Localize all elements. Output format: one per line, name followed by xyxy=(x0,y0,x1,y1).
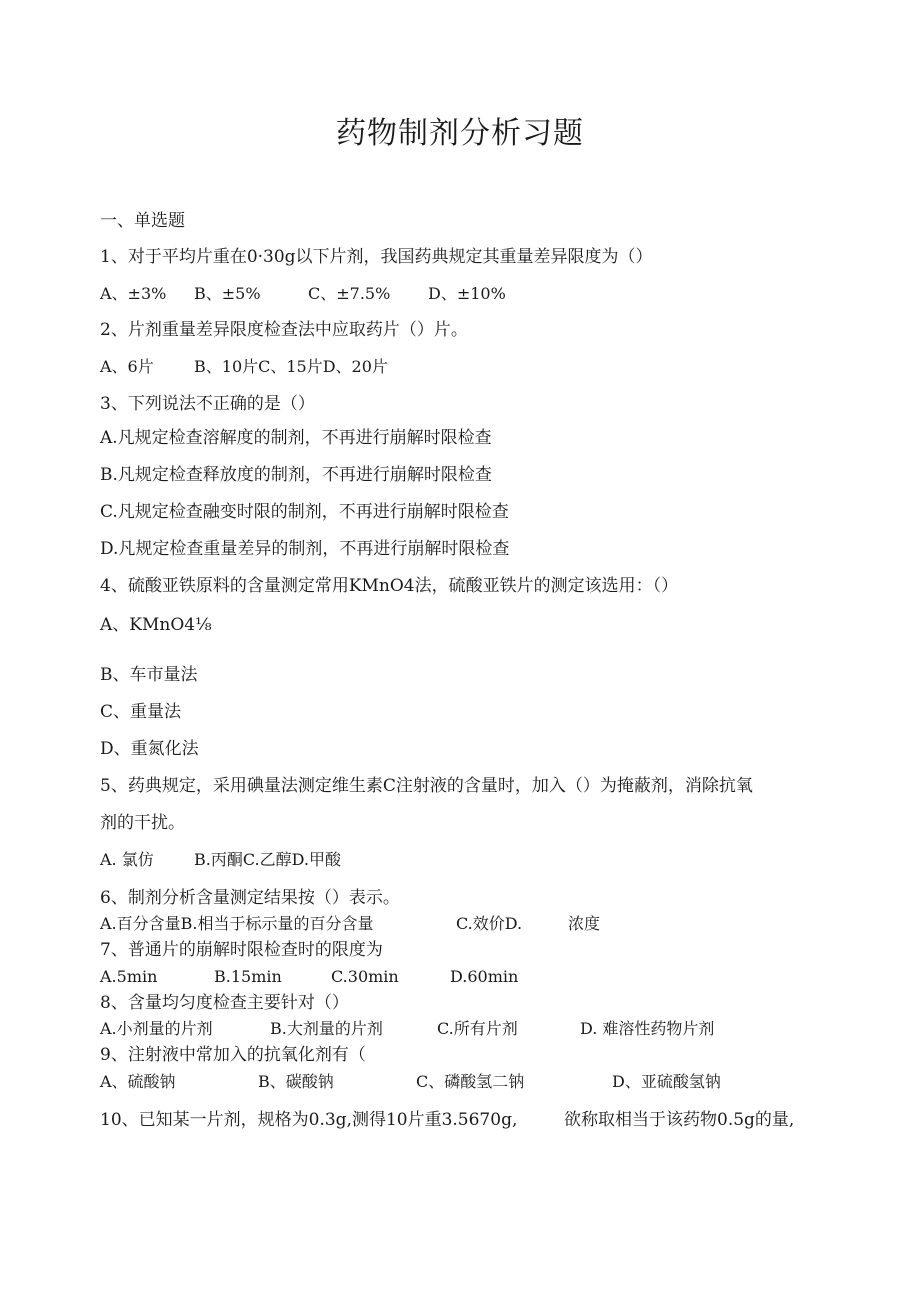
question-3-option-c: C.凡规定检查融变时限的制剂，不再进行崩解时限检查 xyxy=(100,502,509,522)
question-10-stem-part-b: 欲称取相当于该药物0.5g的量, xyxy=(564,1110,795,1130)
question-7-stem: 7、普通片的崩解时限检查时的限度为 xyxy=(100,940,383,960)
question-5-stem-line-2: 剂的干扰。 xyxy=(100,813,185,833)
question-1-option-c: C、±7.5% xyxy=(308,284,391,303)
question-6-option-d-text: 浓度 xyxy=(568,914,601,933)
question-8-option-a: A.小剂量的片剂 xyxy=(100,1019,213,1038)
question-4-option-a: A、KMnO4⅛ xyxy=(100,615,212,635)
question-4-option-c: C、重量法 xyxy=(100,702,182,722)
question-3-stem: 3、下列说法不正确的是（） xyxy=(100,394,315,414)
question-4-option-b: B、车市量法 xyxy=(100,665,198,685)
question-7-option-c: C.30min xyxy=(331,967,399,986)
question-9-option-a: A、硫酸钠 xyxy=(100,1072,176,1091)
question-1-option-d: D、±10% xyxy=(428,284,506,303)
question-7-option-d: D.60min xyxy=(450,967,519,986)
question-5-stem-line-1: 5、药典规定，采用碘量法测定维生素C注射液的含量时，加入（）为掩蔽剂，消除抗氧 xyxy=(100,776,753,796)
document-title: 药物制剂分析习题 xyxy=(336,116,584,151)
question-1-option-a: A、±3% xyxy=(100,284,167,303)
section-heading: 一、单选题 xyxy=(100,211,185,231)
question-10-stem-part-a: 10、已知某一片剂，规格为0.3g,测得10片重3.5670g, xyxy=(100,1110,518,1130)
question-3-option-b: B.凡规定检查释放度的制剂，不再进行崩解时限检查 xyxy=(100,465,492,485)
question-9-option-b: B、碳酸钠 xyxy=(258,1072,334,1091)
question-8-option-b: B.大剂量的片剂 xyxy=(270,1019,383,1038)
question-7-option-b: B.15min xyxy=(214,967,282,986)
question-2-stem: 2、片剂重量差异限度检查法中应取药片（）片。 xyxy=(100,320,468,340)
question-8-stem: 8、含量均匀度检查主要针对（） xyxy=(100,993,349,1013)
question-5-option-a: A. 氯仿 xyxy=(100,850,154,869)
question-7-option-a: A.5min xyxy=(100,967,158,986)
question-6-stem: 6、制剂分析含量测定结果按（）表示。 xyxy=(100,888,400,908)
question-4-stem: 4、硫酸亚铁原料的含量测定常用KMnO4法，硫酸亚铁片的测定该选用：（） xyxy=(100,576,679,596)
question-9-option-d: D、亚硫酸氢钠 xyxy=(612,1072,721,1091)
question-9-stem: 9、注射液中常加入的抗氧化剂有（ xyxy=(100,1045,366,1065)
question-2-option-bcd: B、10片C、15片D、20片 xyxy=(194,357,388,376)
question-3-option-d: D.凡规定检查重量差异的制剂，不再进行崩解时限检查 xyxy=(100,539,510,559)
question-1-option-b: B、±5% xyxy=(194,284,261,303)
question-8-option-d: D. 难溶性药物片剂 xyxy=(580,1019,715,1038)
question-9-option-c: C、磷酸氢二钠 xyxy=(416,1072,525,1091)
question-6-option-cd: C.效价D. xyxy=(456,914,523,933)
question-5-option-bcd: B.丙酮C.乙醇D.甲酸 xyxy=(194,850,341,869)
question-3-option-a: A.凡规定检查溶解度的制剂，不再进行崩解时限检查 xyxy=(100,428,492,448)
question-1-stem: 1、对于平均片重在0·30g以下片剂，我国药典规定其重量差异限度为（） xyxy=(100,247,653,267)
question-8-option-c: C.所有片剂 xyxy=(437,1019,518,1038)
question-2-option-a: A、6片 xyxy=(100,357,154,376)
question-6-option-ab: A.百分含量B.相当于标示量的百分含量 xyxy=(100,914,374,933)
question-4-option-d: D、重氮化法 xyxy=(100,739,199,759)
